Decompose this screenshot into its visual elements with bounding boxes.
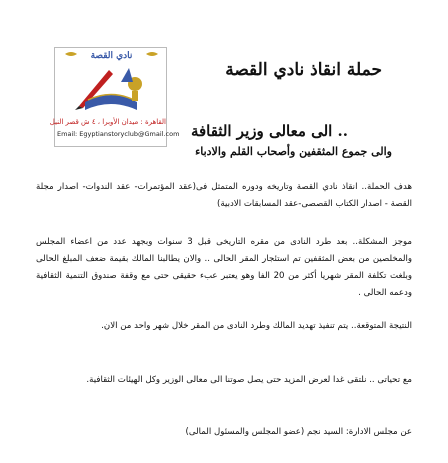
signature-paragraph: عن مجلس الادارة: السيد نجم (عضو المجلس والمسئول المالى)	[185, 427, 412, 437]
page-subtitle: .. الى معالى وزير الثقافة	[190, 122, 348, 140]
logo-email: Email: Egyptianstoryclub@Gmail.com	[57, 130, 180, 138]
club-logo	[49, 47, 180, 147]
page-subtitle-secondary: والى جموع المثقفين وأصحاب القلم والادباء	[195, 145, 392, 158]
expected-result-paragraph: النتيجة المتوقعة.. يتم تنفيذ تهديد المالك وطرد النادى من المقر خلال شهر واحد من الان.	[101, 321, 412, 331]
problem-summary-paragraph: موجز المشكلة.. بعد طرد النادى من مقره التاريخى قبل 3 سنوات وبجهد عدد من اعضاء المجلس والمخلصين من بعض المثقفين تم استئجار المقر الحالى .. والان يطالبنا المالك بقيمة ضعف المبلغ الحالى وبلغت تكلفة المقر شهريا أكثر من 20 الفا وهو يعتبر عبء حقيقى حتى مع وقفة صندوق التنمية الثقافية ودعمه الحالى .	[36, 237, 413, 298]
logo-address: القاهرة : ميدان الأوبرا ، ٤ ش قصر النيل	[49, 118, 166, 126]
campaign-goal-paragraph: هدف الحملة.. انقاذ نادي القصة وتاريخه ودوره المتمثل فى(عقد المؤتمرات- عقد الندوات- اصدار مجلة القصة - اصدار الكتاب القصصى-عقد المسابقات الادبية)	[36, 182, 412, 209]
page-title: حملة انقاذ نادي القصة	[225, 60, 382, 80]
greeting-paragraph: مع تحياتى .. نلتقى غدا لعرض المزيد حتى يصل صوتنا الى معالى الوزير وكل الهيئات الثقافية.	[86, 375, 412, 385]
logo-title: نادي القصة	[90, 51, 133, 61]
